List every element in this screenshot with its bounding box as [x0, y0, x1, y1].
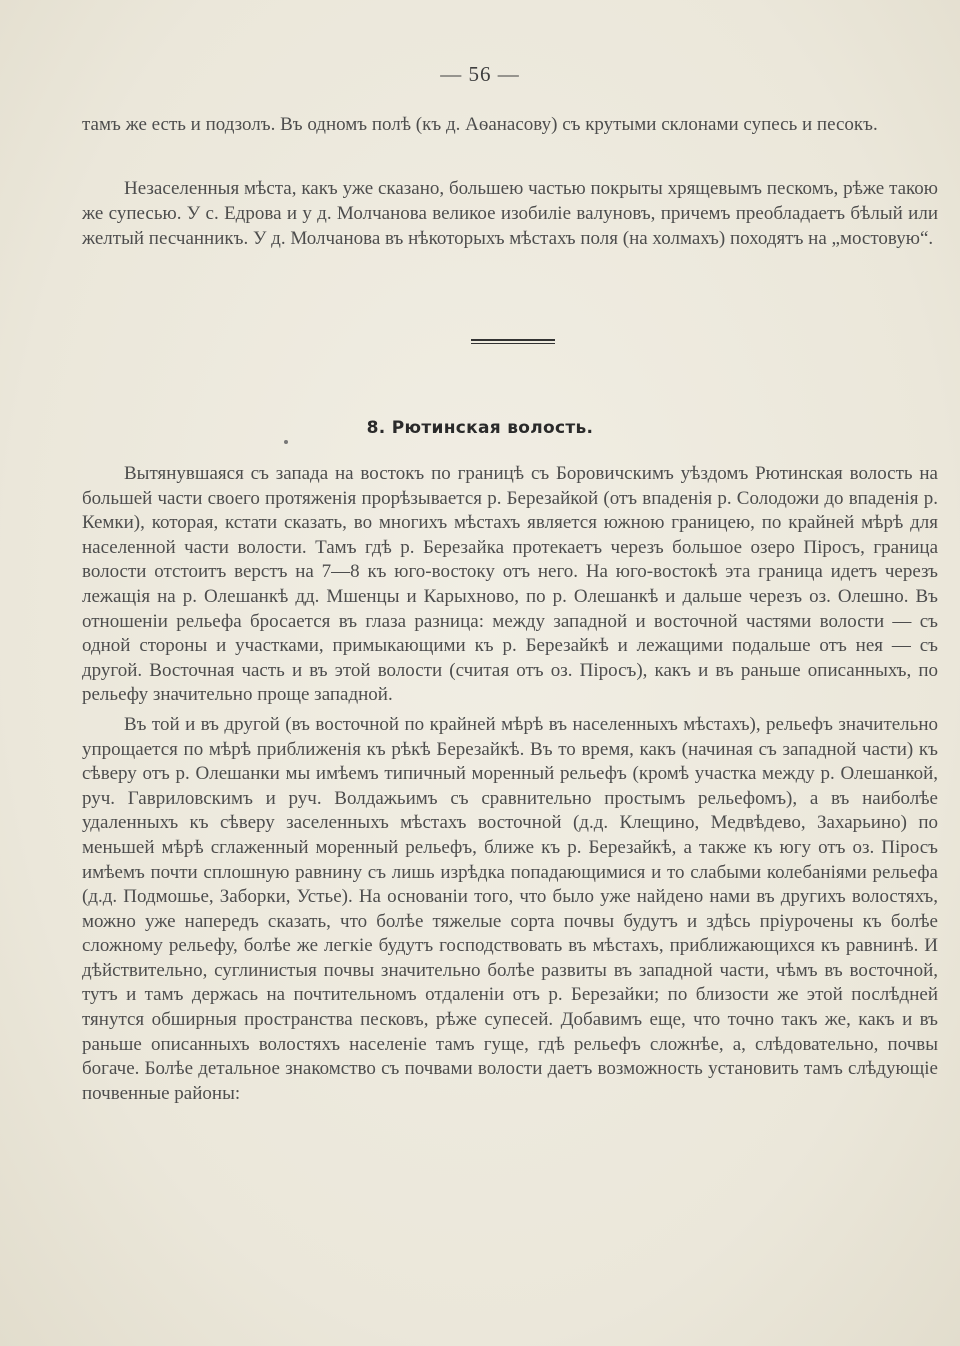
page-number: — 56 — [440, 62, 520, 86]
section-divider [471, 339, 555, 344]
paragraph-unsettled-places [82, 176, 938, 252]
ink-speck [284, 440, 288, 444]
paragraph: тамъ же есть и подзолъ. Въ одномъ полѣ (къ д. Аѳанасову) съ крутыми склонами супесь и песокъ. [82, 114, 878, 135]
section-body [82, 462, 938, 1106]
paragraph: Въ той и въ другой (въ восточной по крайней мѣрѣ въ населенныхъ мѣстахъ), рельефъ значительно упрощается по мѣрѣ приближенія къ рѣкѣ Березайкѣ. Въ то время, какъ (начиная съ западной части) къ сѣверу отъ р. Олешанки мы имѣемъ типичный моренный рельефъ (кромѣ участка между р. Олешанкой, руч. Гавриловскимъ и руч. Волдажьимъ съ сравнительно простымъ рельефомъ), а въ наиболѣе удаленныхъ къ сѣверу заселенныхъ мѣстахъ восточной (д.д. Клещино, Медвѣдево, Захарьино) по меньшей мѣрѣ сглаженный моренный рельефъ, ближе къ р. Березайкѣ, а также къ югу отъ оз. Піросъ имѣемъ почти сплошную равнину съ лишь изрѣдка попадающимися и то слабыми колебаніями рельефа (д.д. Подмошье, Заборки, Устье). На основаніи того, что было уже найдено нами въ другихъ волостяхъ, можно уже напередъ сказать, что болѣе тяжелые сорта почвы будутъ и здѣсь пріурочены къ болѣе сложному рельефу, болѣе же легкіе будутъ господствовать въ мѣстахъ, приближающихся къ равнинѣ. И дѣйствительно, суглинистыя почвы значительно болѣе развиты въ западной части, чѣмъ въ восточной, тутъ и тамъ держась на почтительномъ отдаленіи отъ р. Березайки; по близости же этой послѣдней тянутся обширныя пространства песковъ, рѣже супесей. Добавимъ еще, что точно такъ же, какъ и въ раньше описанныхъ волостяхъ населеніе тамъ гуще, гдѣ рельефъ сложнѣе, а, слѣдовательно, почвы богаче. Болѣе детальное знакомство съ почвами волости даетъ возможность установить тамъ слѣдующіе почвенные районы: [82, 713, 938, 1104]
paragraph: Незаселенныя мѣста, какъ уже сказано, большею частью покрыты хрящевымъ пескомъ, рѣже такою же супесью. У с. Едрова и у д. Молчанова великое изобиліе валуновъ, причемъ преобладаетъ бѣлый или желтый песчанникъ. У д. Молчанова въ нѣкоторыхъ мѣстахъ поля (на холмахъ) походятъ на „мостовую“. [82, 178, 938, 250]
paragraph-continuation [82, 112, 938, 137]
section-heading: 8. Рютинская волость. [366, 418, 594, 438]
paragraph: Вытянувшаяся съ запада на востокъ по границѣ съ Боровичскимъ уѣздомъ Рютинская волость на большей части своего протяженія прорѣзывается р. Березайкой (отъ впаденія р. Солодожи до впаденія р. Кемки), которая, кстати сказать, во многихъ мѣстахъ является южною границею, по крайней мѣрѣ для населенной части волости. Тамъ гдѣ р. Березайка протекаетъ черезъ большое озеро Піросъ, граница волости отстоитъ верстъ на 7—8 къ юго-востоку отъ него. На юго-востокѣ эта граница идетъ черезъ лежащія на р. Олешанкѣ дд. Мшенцы и Карыхново, по р. Олешанкѣ и дальше черезъ оз. Олешно. Въ отношеніи рельефа бросается въ глаза разница: между западной и восточной частями волости — съ одной стороны и участками, примыкающими къ р. Березайкѣ и лежащими подальше отъ нея — съ другой. Восточная часть и въ этой волости (считая отъ оз. Піросъ), какъ и въ раньше описанныхъ, по рельефу значительно проще западной. [82, 463, 938, 706]
